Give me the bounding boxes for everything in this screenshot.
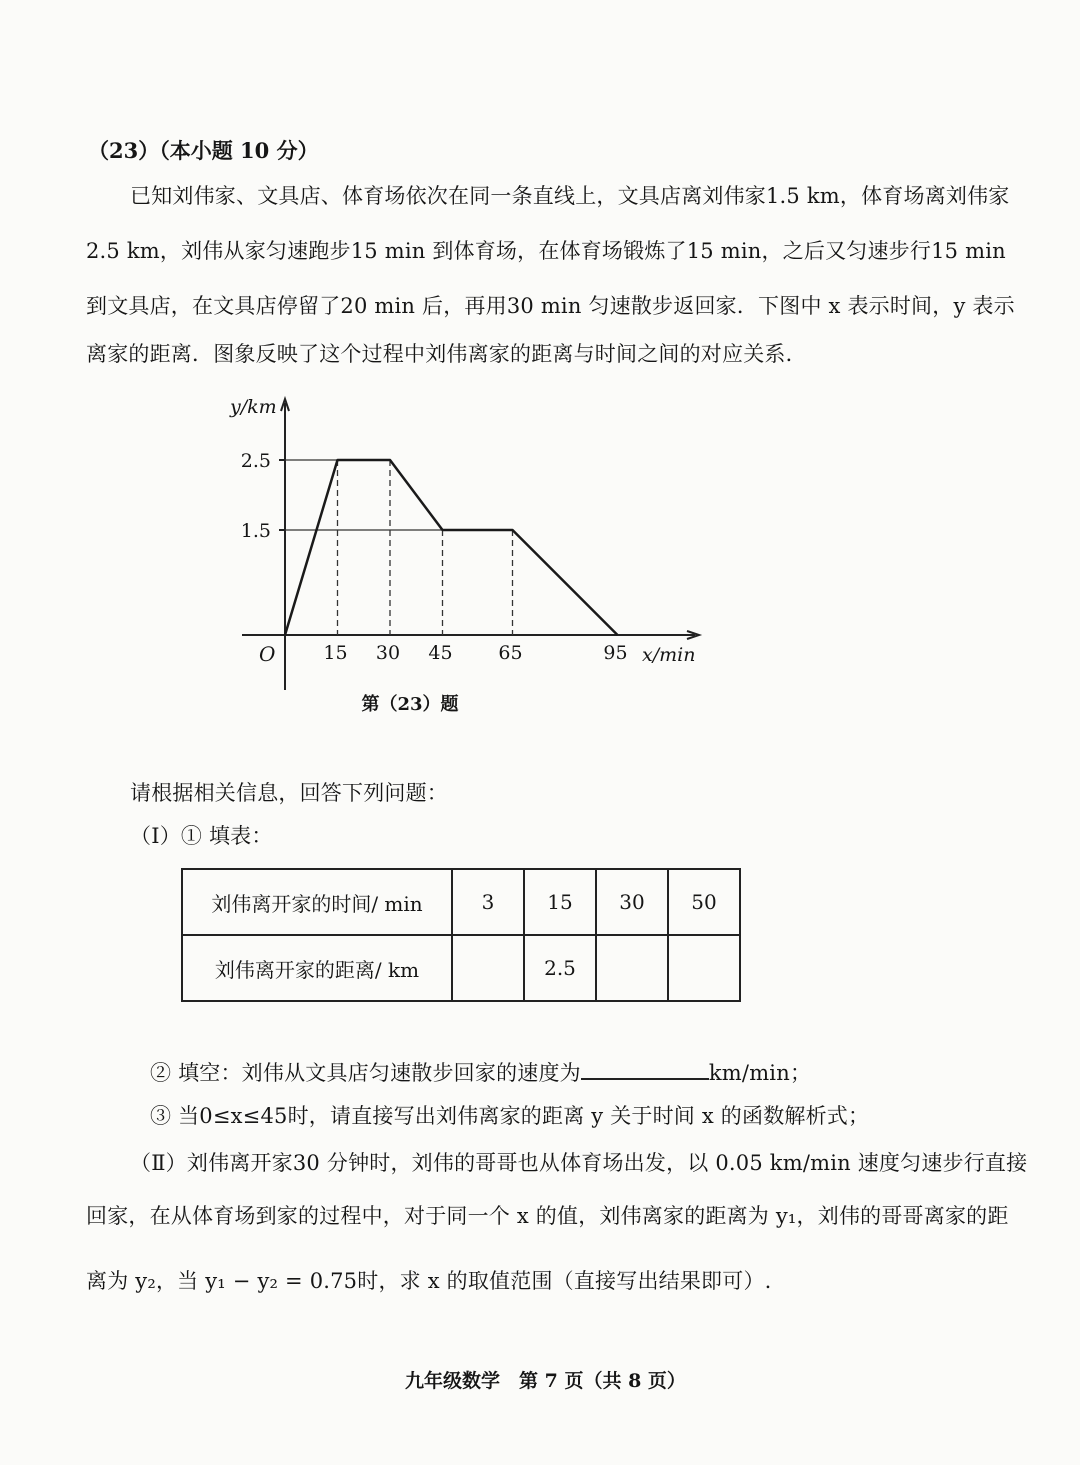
answer-blank[interactable] <box>581 1058 709 1080</box>
distance-time-chart <box>210 385 730 730</box>
x-axis-label: x/min <box>642 644 696 666</box>
origin-label: O <box>259 642 276 666</box>
intro-line-4: 离家的距离．图象反映了这个过程中刘伟离家的距离与时间之间的对应关系． <box>86 342 807 366</box>
x-tick-label: 30 <box>375 642 401 664</box>
part1-label: （Ⅰ）① 填表： <box>130 824 273 848</box>
distance-cell[interactable] <box>668 935 740 1001</box>
distance-cell[interactable] <box>596 935 668 1001</box>
question-2-unit: km/min； <box>708 1061 812 1085</box>
table-row-time <box>182 869 740 935</box>
row-header-time: 刘伟离开家的时间/ min <box>182 869 452 935</box>
question-2-text: ② 填空：刘伟从文具店匀速散步回家的速度为 <box>150 1061 581 1085</box>
y-axis-label: y/km <box>230 396 277 418</box>
x-tick-label: 65 <box>498 642 523 664</box>
prompt-text: 请根据相关信息，回答下列问题： <box>130 781 448 805</box>
intro-line-3: 到文具店，在文具店停留了20 min 后，再用30 min 匀速散步返回家．下图中 x 表示时间，y 表示 <box>86 294 1015 318</box>
time-cell: 30 <box>596 869 668 935</box>
question-3: ③ 当0≤x≤45时，请直接写出刘伟离家的距离 y 关于时间 x 的函数解析式； <box>150 1104 870 1128</box>
fill-in-table <box>181 868 741 1002</box>
intro-line-2: 2.5 km，刘伟从家匀速跑步15 min 到体育场，在体育场锻炼了15 min，之后又匀速步行15 min <box>86 239 1006 263</box>
intro-line-1: 已知刘伟家、文具店、体育场依次在同一条直线上，文具店离刘伟家1.5 km，体育场离刘伟家 <box>130 184 1010 208</box>
question-2 <box>150 1057 811 1087</box>
x-tick-label: 15 <box>323 642 348 664</box>
time-cell: 15 <box>524 869 596 935</box>
time-cell: 3 <box>452 869 524 935</box>
y-tick-label: 2.5 <box>240 450 271 472</box>
question-header: （23）（本小题 10 分） <box>88 138 319 163</box>
x-tick-label: 45 <box>428 642 453 664</box>
part2-line-3: 离为 y₂，当 y₁ − y₂ = 0.75时，求 x 的取值范围（直接写出结果即可）. <box>86 1269 772 1293</box>
distance-cell[interactable]: 2.5 <box>524 935 596 1001</box>
chart-caption: 第（23）题 <box>361 694 459 715</box>
row-header-distance: 刘伟离开家的距离/ km <box>182 935 452 1001</box>
part2-line-2: 回家，在从体育场到家的过程中，对于同一个 x 的值，刘伟离家的距离为 y₁，刘伟的哥哥离家的距 <box>86 1204 1009 1228</box>
x-tick-label: 95 <box>603 642 628 664</box>
y-tick-label: 1.5 <box>240 520 271 542</box>
distance-cell[interactable] <box>452 935 524 1001</box>
distance-line <box>285 460 618 635</box>
part2-line-1: （Ⅱ）刘伟离开家30 分钟时，刘伟的哥哥也从体育场出发，以 0.05 km/min 速度匀速步行直接 <box>130 1151 1028 1175</box>
time-cell: 50 <box>668 869 740 935</box>
page-footer: 九年级数学 第 7 页（共 8 页） <box>405 1370 686 1392</box>
table-row-distance <box>182 935 740 1001</box>
